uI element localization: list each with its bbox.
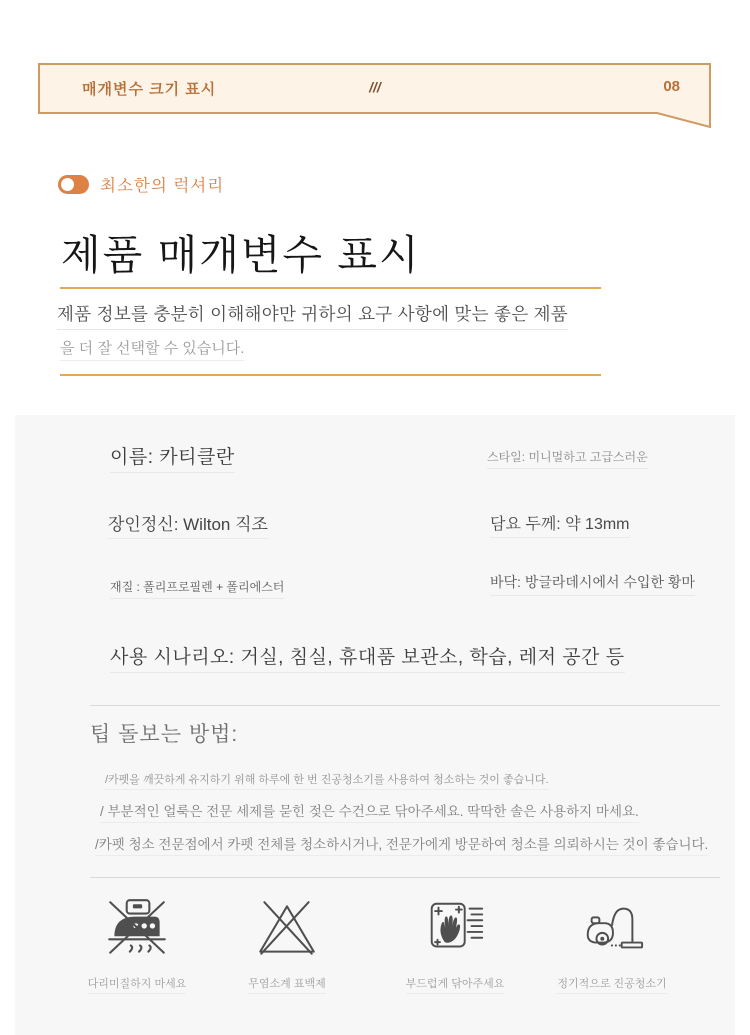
no-bleach-label: 무염소계 표백제 <box>248 975 325 994</box>
toggle-pill-icon <box>58 175 89 194</box>
care-symbol-vacuum <box>532 893 692 994</box>
intro-bottom-rule <box>60 374 601 376</box>
no-bleach-icon <box>207 893 367 965</box>
care-tip-1: /카펫을 깨끗하게 유지하기 위해 하루에 한 번 진공청소기를 사용하여 청소하는 것이 좋습니다. <box>105 771 549 790</box>
care-tip-3: /카펫 청소 전문점에서 카펫 전체를 청소하시거나, 전문가에게 방문하여 청소를 의뢰하시는 것이 좋습니다. <box>95 833 708 856</box>
no-iron-label: 다리미질하지 마세요 <box>88 975 187 994</box>
icons-section-divider <box>90 877 720 878</box>
care-heading: 팁 돌보는 방법: <box>90 723 239 746</box>
param-bottom: 바닥: 방글라데시에서 수입한 황마 <box>490 572 695 596</box>
banner-slashes-decoration: /// <box>369 79 381 95</box>
param-usage-scenario: 사용 시나리오: 거실, 침실, 휴대품 보관소, 학습, 레저 공간 등 <box>110 642 625 673</box>
toggle-knob <box>61 178 74 191</box>
banner-title: 매개변수 크기 표시 <box>82 81 217 98</box>
wipe-gently-icon <box>375 893 535 965</box>
param-thickness: 담요 두께: 약 13mm <box>490 511 630 538</box>
page-banner <box>38 63 712 130</box>
intro-text-line1: 제품 정보를 충분히 이해해야만 귀하의 요구 사항에 맞는 좋은 제품 <box>57 301 568 330</box>
care-symbol-no-iron <box>57 893 217 994</box>
param-craftsmanship: 장인정신: Wilton 직조 <box>108 510 268 539</box>
care-section-divider <box>90 705 720 706</box>
wipe-gently-label: 부드럽게 닦아주세요 <box>406 975 505 994</box>
vacuum-label: 정기적으로 진공청소기 <box>557 975 666 994</box>
intro-text-line2: 을 더 잘 선택할 수 있습니다. <box>60 337 244 361</box>
page-number: 08 <box>663 78 680 95</box>
tagline <box>58 172 224 196</box>
intro-top-rule <box>60 287 601 289</box>
vacuum-icon <box>532 893 692 965</box>
care-symbol-wipe-gently <box>375 893 535 994</box>
page-title: 제품 매개변수 표시 <box>61 232 421 278</box>
parameter-card <box>15 415 735 1035</box>
care-tip-2: / 부분적인 얼룩은 전문 세제를 묻힌 젖은 수건으로 닦아주세요. 딱딱한 솔은 사용하지 마세요. <box>100 800 639 823</box>
care-symbol-no-bleach <box>207 893 367 994</box>
param-material: 재질 : 폴리프로필렌 + 폴리에스터 <box>110 578 284 599</box>
param-style: 스타일: 미니멀하고 고급스러운 <box>487 448 648 469</box>
param-name: 이름: 카티클란 <box>110 442 235 473</box>
no-iron-icon <box>57 893 217 965</box>
tagline-label: 최소한의 럭셔리 <box>100 177 225 195</box>
